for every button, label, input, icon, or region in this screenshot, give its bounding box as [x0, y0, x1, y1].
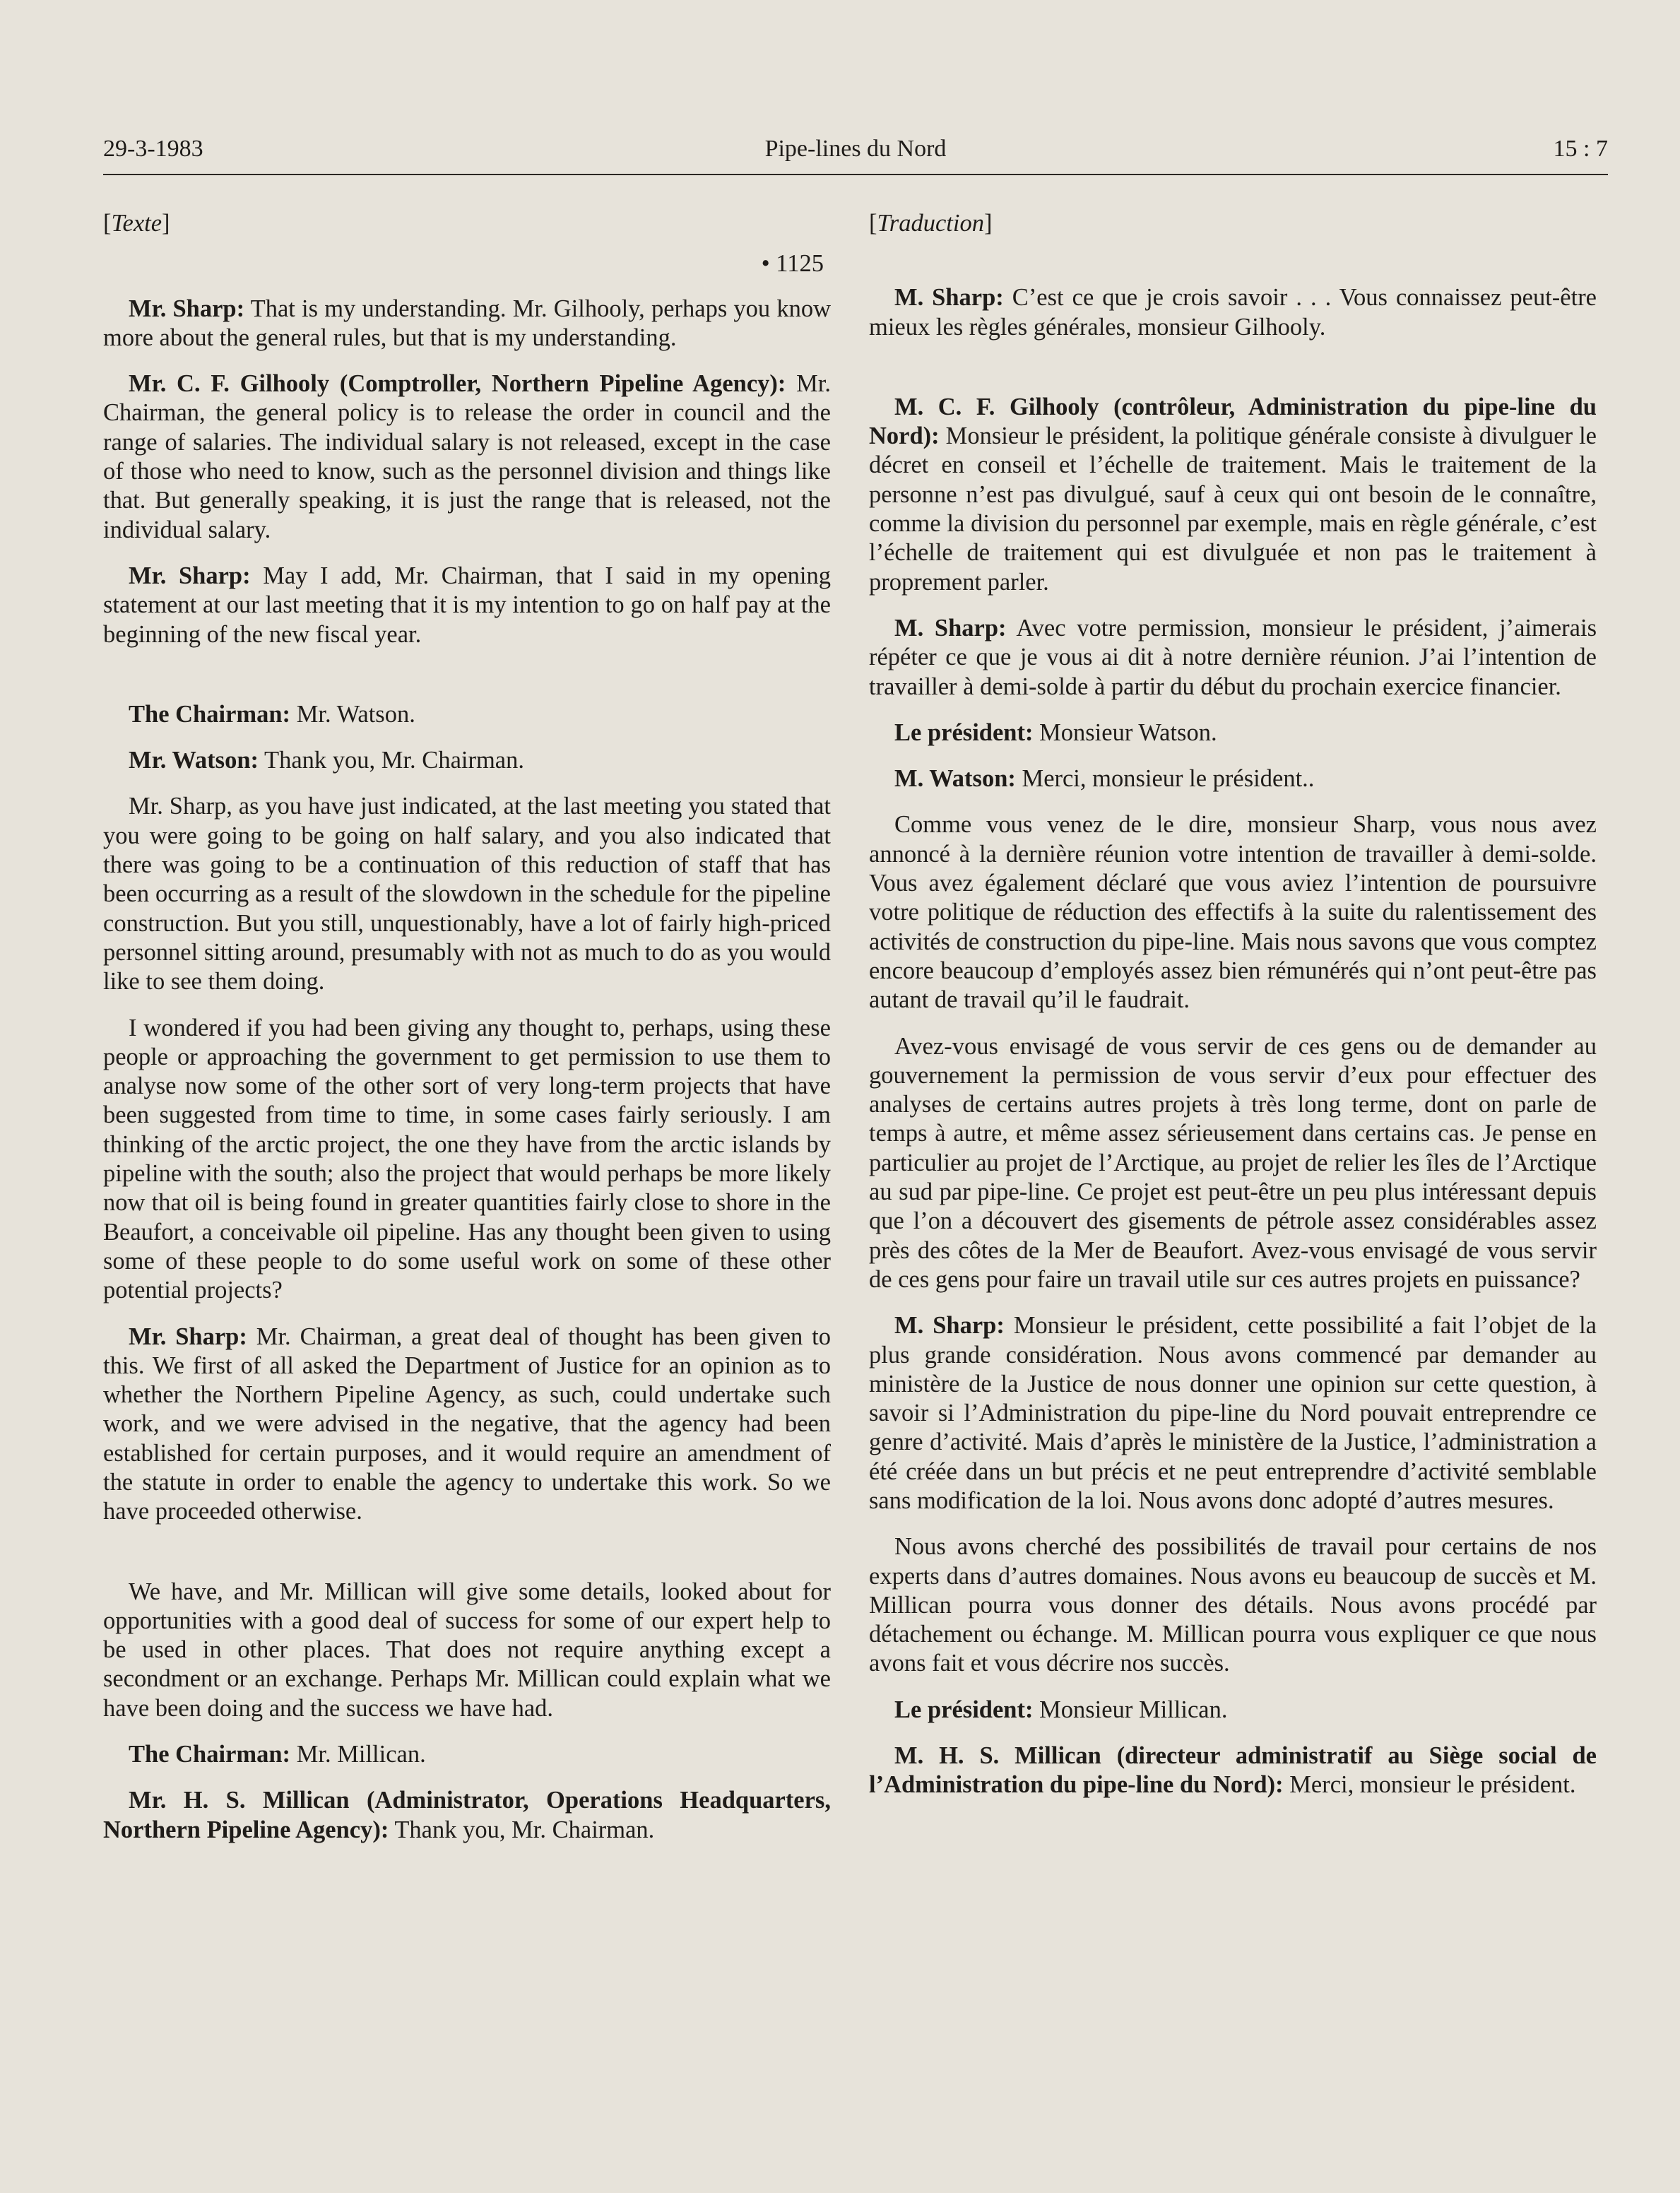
- paragraph: I wondered if you had been giving any thought to, perhaps, using these people or approaching the government to get permission to use them to analyse now some of the other sort of very long-term projects that have been suggested from time to time, in some cases fairly seriously. I am thinking of the arctic project, the one they have from the arctic islands by pipeline with the south; also the project that would perhaps be more likely now that oil is being found in greater quantities fairly close to shore in the Beaufort, a conceivable oil pipeline. Has any thought been given to using some of these people to do some useful work on some of these other potential projects?: [103, 1014, 831, 1304]
- paragraph: Mr. C. F. Gilhooly (Comptroller, Northern Pipeline Agency): Mr. Chairman, the general policy is to release the order in council and the range of salaries. The individual salary is not released, except in the case of those who need to know, such as the personnel division and things like that. But generally speaking, it is just the range that is released, not the individual salary.: [103, 370, 832, 543]
- paragraph: Mr. Watson: Thank you, Mr. Chairman.: [129, 747, 524, 774]
- paragraph: M. H. S. Millican (directeur administratif au Siège social de l’Administration du pipe-line du Nord): Merci, monsieur le président.: [869, 1742, 1597, 1799]
- paragraph: Mr. Sharp, as you have just indicated, at the last meeting you stated that you were going to be going on half salary, and you also indicated that there was going to be a continuation of this reduction of staff that has been occurring as a result of the slowdown in the schedule for the pipeline construction. But you still, unquestionably, have a lot of fairly high-priced personnel sitting around, presumably with not as much to do as you would like to see them doing.: [103, 793, 831, 995]
- time-marker: • 1125: [761, 250, 824, 278]
- paragraph: Avez-vous envisagé de vous servir de ces gens ou de demander au gouvernement la permission de vous servir d’eux pour effectuer des analyses de certains autres projets à très long terme, dont on parle de temps à autre, et même assez sérieusement dans certains cas. Je pense en particulier au projet de l’Arctique, au projet de relier les îles de l’Arctique au sud par pipe-line. Ce projet est peut-être un peu plus intéressant depuis que l’on a découvert des gisements de pétrole assez considérables assez près des côtes de la Mer de Beaufort. Avez-vous envisagé de vous servir de ces gens pour faire un travail utile sur ces autres projets en puissance?: [869, 1032, 1597, 1293]
- speaker: M. Watson:: [894, 765, 1016, 793]
- header-rule: [103, 174, 1608, 175]
- paragraph: The Chairman: Mr. Millican.: [129, 1741, 426, 1768]
- traduction-label: [Traduction]: [869, 210, 993, 237]
- speaker: M. Sharp:: [894, 284, 1004, 312]
- running-header: [103, 136, 1608, 172]
- header-page-number: 15 : 7: [1553, 136, 1608, 162]
- paragraph: M. Watson: Merci, monsieur le président..: [894, 765, 1315, 793]
- paragraph: Comme vous venez de le dire, monsieur Sharp, vous nous avez annoncé à la dernière réunion votre intention de travailler à demi-solde. Vous avez également déclaré que vous aviez l’intention de poursuivre votre politique de réduction des effectifs à la suite du ralentissement des activités de construction du pipe-line. Mais nous savons que vous comptez encore beaucoup d’employés assez bien rémunérés qui n’ont peut-être pas autant de travail qu’il le faudrait.: [869, 811, 1597, 1014]
- paragraph: M. C. F. Gilhooly (contrôleur, Administration du pipe-line du Nord): Monsieur le président, la politique générale consiste à divulguer le décret en conseil et l’échelle de traitement. Mais le traitement de la personne n’est pas divulgué, sauf à ceux qui ont besoin de le connaître, comme la division du personnel par exemple, mais en règle générale, c’est l’échelle de traitement qui est divulguée et non pas le traitement à proprement parler.: [869, 393, 1597, 596]
- speaker: Mr. Watson:: [129, 747, 259, 774]
- speaker: M. C. F. Gilhooly (contrôleur, Administration du pipe-line du Nord):: [869, 393, 1597, 450]
- speaker: Le président:: [894, 719, 1034, 746]
- paragraph: M. Sharp: C’est ce que je crois savoir . . . Vous connaissez peut-être mieux les règles générales, monsieur Gilhooly.: [869, 284, 1597, 341]
- paragraph: Le président: Monsieur Watson.: [894, 719, 1217, 746]
- paragraph: Le président: Monsieur Millican.: [894, 1696, 1228, 1723]
- header-date: 29-3-1983: [103, 136, 203, 162]
- english-column: [103, 209, 831, 1862]
- speaker: Mr. C. F. Gilhooly (Comptroller, Northern Pipeline Agency):: [129, 370, 786, 398]
- speaker: The Chairman:: [129, 1741, 291, 1768]
- paragraph: The Chairman: Mr. Watson.: [129, 700, 415, 728]
- paragraph: We have, and Mr. Millican will give some details, looked about for opportunities with a good deal of success for some of our expert help to be used in other places. That does not require anything except a secondment or an exchange. Perhaps Mr. Millican could explain what we have been doing and the success we have had.: [103, 1578, 831, 1722]
- speaker: M. Sharp:: [894, 1312, 1005, 1340]
- speaker: Mr. Sharp:: [129, 295, 245, 322]
- paragraph: Mr. Sharp: May I add, Mr. Chairman, that I said in my opening statement at our last meeting that it is my intention to go on half pay at the beginning of the new fiscal year.: [103, 562, 831, 648]
- speaker: M. Sharp:: [894, 614, 1007, 642]
- paragraph: M. Sharp: Monsieur le président, cette possibilité a fait l’objet de la plus grande considération. Nous avons commencé par demander au ministère de la Justice de nous donner une opinion sur cette question, à savoir si l’Administration du pipe-line du Nord pouvait entreprendre ce genre d’activité. Mais d’après le ministère de la Justice, l’administration a été créée dans un but précis et ne peut entreprendre d’activité semblable sans modification de la loi. Nous avons donc adopté d’autres mesures.: [869, 1312, 1597, 1514]
- speaker: Mr. H. S. Millican (Administrator, Operations Headquarters, Northern Pipeline Agency):: [103, 1787, 831, 1843]
- header-title: Pipe-lines du Nord: [764, 136, 947, 162]
- speaker: Mr. Sharp:: [129, 562, 251, 589]
- paragraph: Mr. Sharp: That is my understanding. Mr. Gilhooly, perhaps you know more about the general rules, but that is my understanding.: [103, 295, 831, 351]
- speaker: Le président:: [894, 1696, 1034, 1723]
- paragraph: Mr. Sharp: Mr. Chairman, a great deal of thought has been given to this. We first of all asked the Department of Justice for an opinion as to whether the Northern Pipeline Agency, as such, could undertake such work, and we were advised in the negative, that the agency had been established for certain purposes, and it would require an amendment of the statute in order to enable the agency to undertake this work. So we have proceeded otherwise.: [103, 1323, 831, 1525]
- speaker: Mr. Sharp:: [129, 1323, 247, 1350]
- speaker: M. H. S. Millican (directeur administratif au Siège social de l’Administration du pipe-line du Nord):: [869, 1742, 1597, 1799]
- paragraph: Nous avons cherché des possibilités de travail pour certains de nos experts dans d’autres domaines. Nous avons eu beaucoup de succès et M. Millican pourra vous donner des détails. Nous avons procédé par détachement ou échange. M. Millican pourra vous expliquer ce que nous avons fait et vous décrire nos succès.: [869, 1533, 1597, 1677]
- paragraph: M. Sharp: Avec votre permission, monsieur le président, j’aimerais répéter ce que je vous ai dit à notre dernière réunion. J’ai l’intention de travailler à demi-solde à partir du début du prochain exercice financier.: [869, 614, 1597, 700]
- french-column: [869, 209, 1597, 1817]
- paragraph: Mr. H. S. Millican (Administrator, Operations Headquarters, Northern Pipeline Agency): Thank you, Mr. Chairman.: [103, 1787, 831, 1843]
- speaker: The Chairman:: [129, 700, 291, 728]
- texte-label: [Texte]: [103, 210, 170, 237]
